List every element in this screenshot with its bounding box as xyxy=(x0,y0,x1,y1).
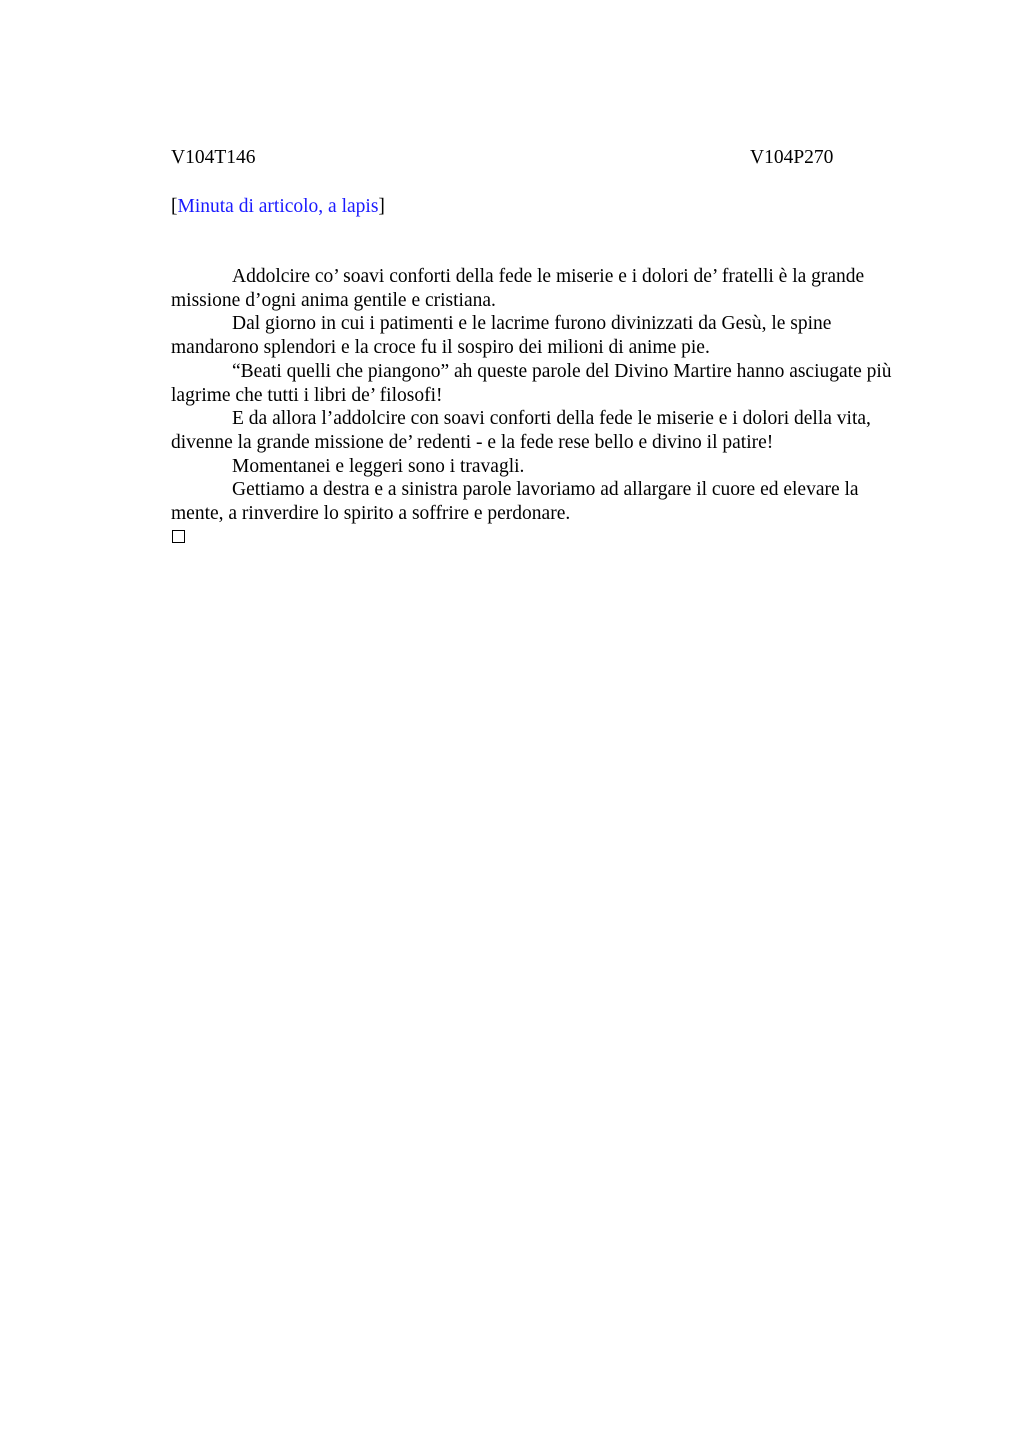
paragraph-1: Addolcire co’ soavi conforti della fede le miserie e i dolori de’ fratelli è la grande missione d’ogni anima gentile e cristiana. xyxy=(171,266,865,311)
note-close-bracket: ] xyxy=(378,196,385,217)
note-open-bracket: [ xyxy=(171,196,178,217)
paragraph-2: Dal giorno in cui i patimenti e le lacrime furono divinizzati da Gesù, le spine mandarono splendori e la croce fu il sospiro dei milioni di anime pie. xyxy=(171,313,832,359)
document-code-right: V104P270 xyxy=(750,147,834,168)
editorial-note xyxy=(171,196,385,218)
note-text: Minuta di articolo, a lapis xyxy=(177,196,379,217)
document-code-left: V104T146 xyxy=(171,147,256,168)
empty-square-icon xyxy=(172,530,185,543)
paragraph-6: Gettiamo a destra e a sinistra parole lavoriamo ad allargare il cuore ed elevare la mente, a rinverdire lo spirito a soffrire e perdonare. xyxy=(171,479,859,525)
paragraph-4: E da allora l’addolcire con soavi conforti della fede le miserie e i dolori della vita, divenne la grande missione de’ redenti - e la fede rese bello e divino il patire! xyxy=(171,408,871,453)
paragraph-5: Momentanei e leggeri sono i travagli. xyxy=(232,455,525,477)
article-body xyxy=(171,265,913,526)
paragraph-3: “Beati quelli che piangono” ah queste parole del Divino Martire hanno asciugate più lagrime che tutti i libri de’ filosofi! xyxy=(171,360,892,406)
